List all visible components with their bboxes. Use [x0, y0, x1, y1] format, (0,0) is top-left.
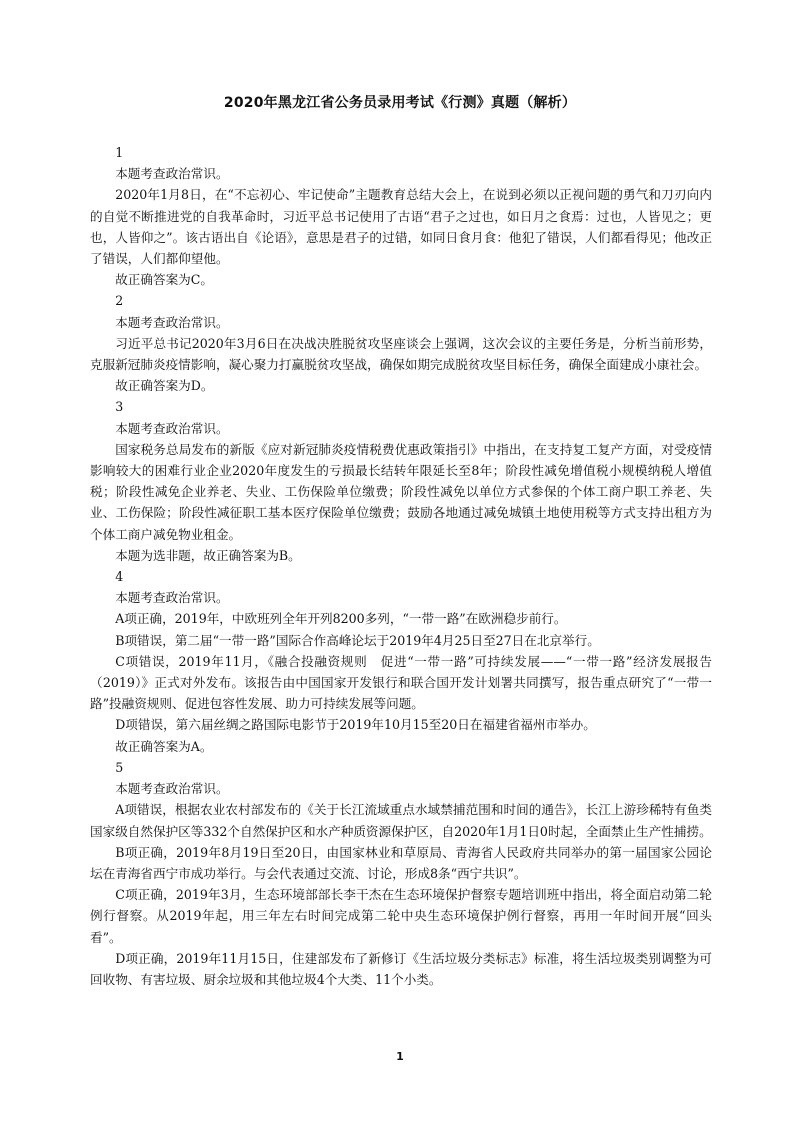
question-number: 1: [115, 145, 124, 160]
paragraph: 本题考查政治常识。: [115, 314, 229, 330]
document-title: 2020年黑龙江省公务员录用考试《行测》真题（解析）: [223, 95, 577, 111]
paragraph: 本题考查政治常识。: [115, 420, 229, 436]
option-analysis: B项错误，第二届“一带一路”国际合作高峰论坛于2019年4月25日至27日在北京举行。: [115, 632, 600, 648]
paragraph: 国家税务总局发布的新版《应对新冠肺炎疫情税费优惠政策指引》中指出，在支持复工复产方面，对受疫情影响较大的困难行业企业2020年度发生的亏损最长结转年限延长至8年；阶段性减免增值税小规模纳税人增值税；阶段性减免企业养老、失业、工伤保险单位缴费；阶段性减免以单位方式参保的个体工商户职工养老、失业、工伤保险；阶段性减征职工基本医疗保险单位缴费；鼓励各地通过减免城镇土地使用税等方式支持出租方为个体工商户减免物业租金。: [90, 441, 712, 542]
option-analysis: A项正确，2019年，中欧班列全年开列8200多列，“一带一路”在欧洲稳步前行。: [115, 611, 567, 627]
option-analysis: C项正确，2019年3月，生态环境部部长李干杰在生态环境保护督察专题培训班中指出，将全面启动第二轮例行督察。从2019年起，用三年左右时间完成第二轮中央生态环境保护例行督察，再用一年时间开展“回头看”。: [90, 887, 712, 945]
answer-line: 故正确答案为A。: [115, 738, 213, 754]
question-number: 5: [115, 759, 124, 775]
question-number: 3: [115, 399, 124, 415]
paragraph: 习近平总书记2020年3月6日在决战决胜脱贫攻坚座谈会上强调，这次会议的主要任务是，分析当前形势，克服新冠肺炎疫情影响，凝心聚力打赢脱贫攻坚战，确保如期完成脱贫攻坚目标任务，确保全面建成小康社会。: [90, 335, 712, 373]
option-analysis: C项错误，2019年11月，《融合投融资规则 促进“一带一路”可持续发展——“一带一路”经济发展报告（2019）》正式对外发布。该报告由中国国家开发银行和联合国开发计划署共同撰写，报告重点研究了“一带一路”投融资规则、促进包容性发展、助力可持续发展等问题。: [90, 653, 712, 712]
option-analysis: B项正确，2019年8月19日至20日，由国家林业和草原局、青海省人民政府共同举办的第一届国家公园论坛在青海省西宁市成功举行。与会代表通过交流、讨论，形成8条“西宁共识”。: [90, 844, 712, 881]
page-number: 1: [396, 1050, 404, 1063]
answer-line: 故正确答案为D。: [115, 378, 214, 394]
paragraph: 本题考查政治常识。: [115, 590, 229, 606]
document-body: [90, 142, 712, 990]
paragraph: 本题考查政治常识。: [115, 166, 229, 182]
question-number: 4: [115, 569, 124, 585]
option-analysis: D项错误，第六届丝绸之路国际电影节于2019年10月15至20日在福建省福州市举办。: [115, 717, 596, 733]
answer-line: 故正确答案为C。: [115, 272, 213, 288]
answer-line: 本题为选非题，故正确答案为B。: [115, 547, 301, 563]
question-number: 2: [115, 293, 124, 309]
option-analysis: D项正确，2019年11月15日，住建部发布了新修订《生活垃圾分类标志》标准，将生活垃圾类别调整为可回收物、有害垃圾、厨余垃圾和其他垃圾4个大类、11个小类。: [90, 950, 712, 987]
paragraph: 本题考查政治常识。: [115, 781, 229, 797]
option-analysis: A项错误，根据农业农村部发布的《关于长江流域重点水域禁捕范围和时间的通告》，长江上游珍稀特有鱼类国家级自然保护区等332个自然保护区和水产种质资源保护区，自2020年1月1日0时起，全面禁止生产性捕捞。: [90, 802, 712, 839]
paragraph: 2020年1月8日，在“不忘初心、牢记使命”主题教育总结大会上，在说到必须以正视问题的勇气和刀刃向内的自觉不断推进党的自我革命时，习近平总书记使用了古语“君子之过也，如日月之食焉：过也，人皆见之；更也，人皆仰之”。该古语出自《论语》，意思是君子的过错，如同日食月食：他犯了错误，人们都看得见；他改正了错误，人们都仰望他。: [90, 187, 712, 267]
